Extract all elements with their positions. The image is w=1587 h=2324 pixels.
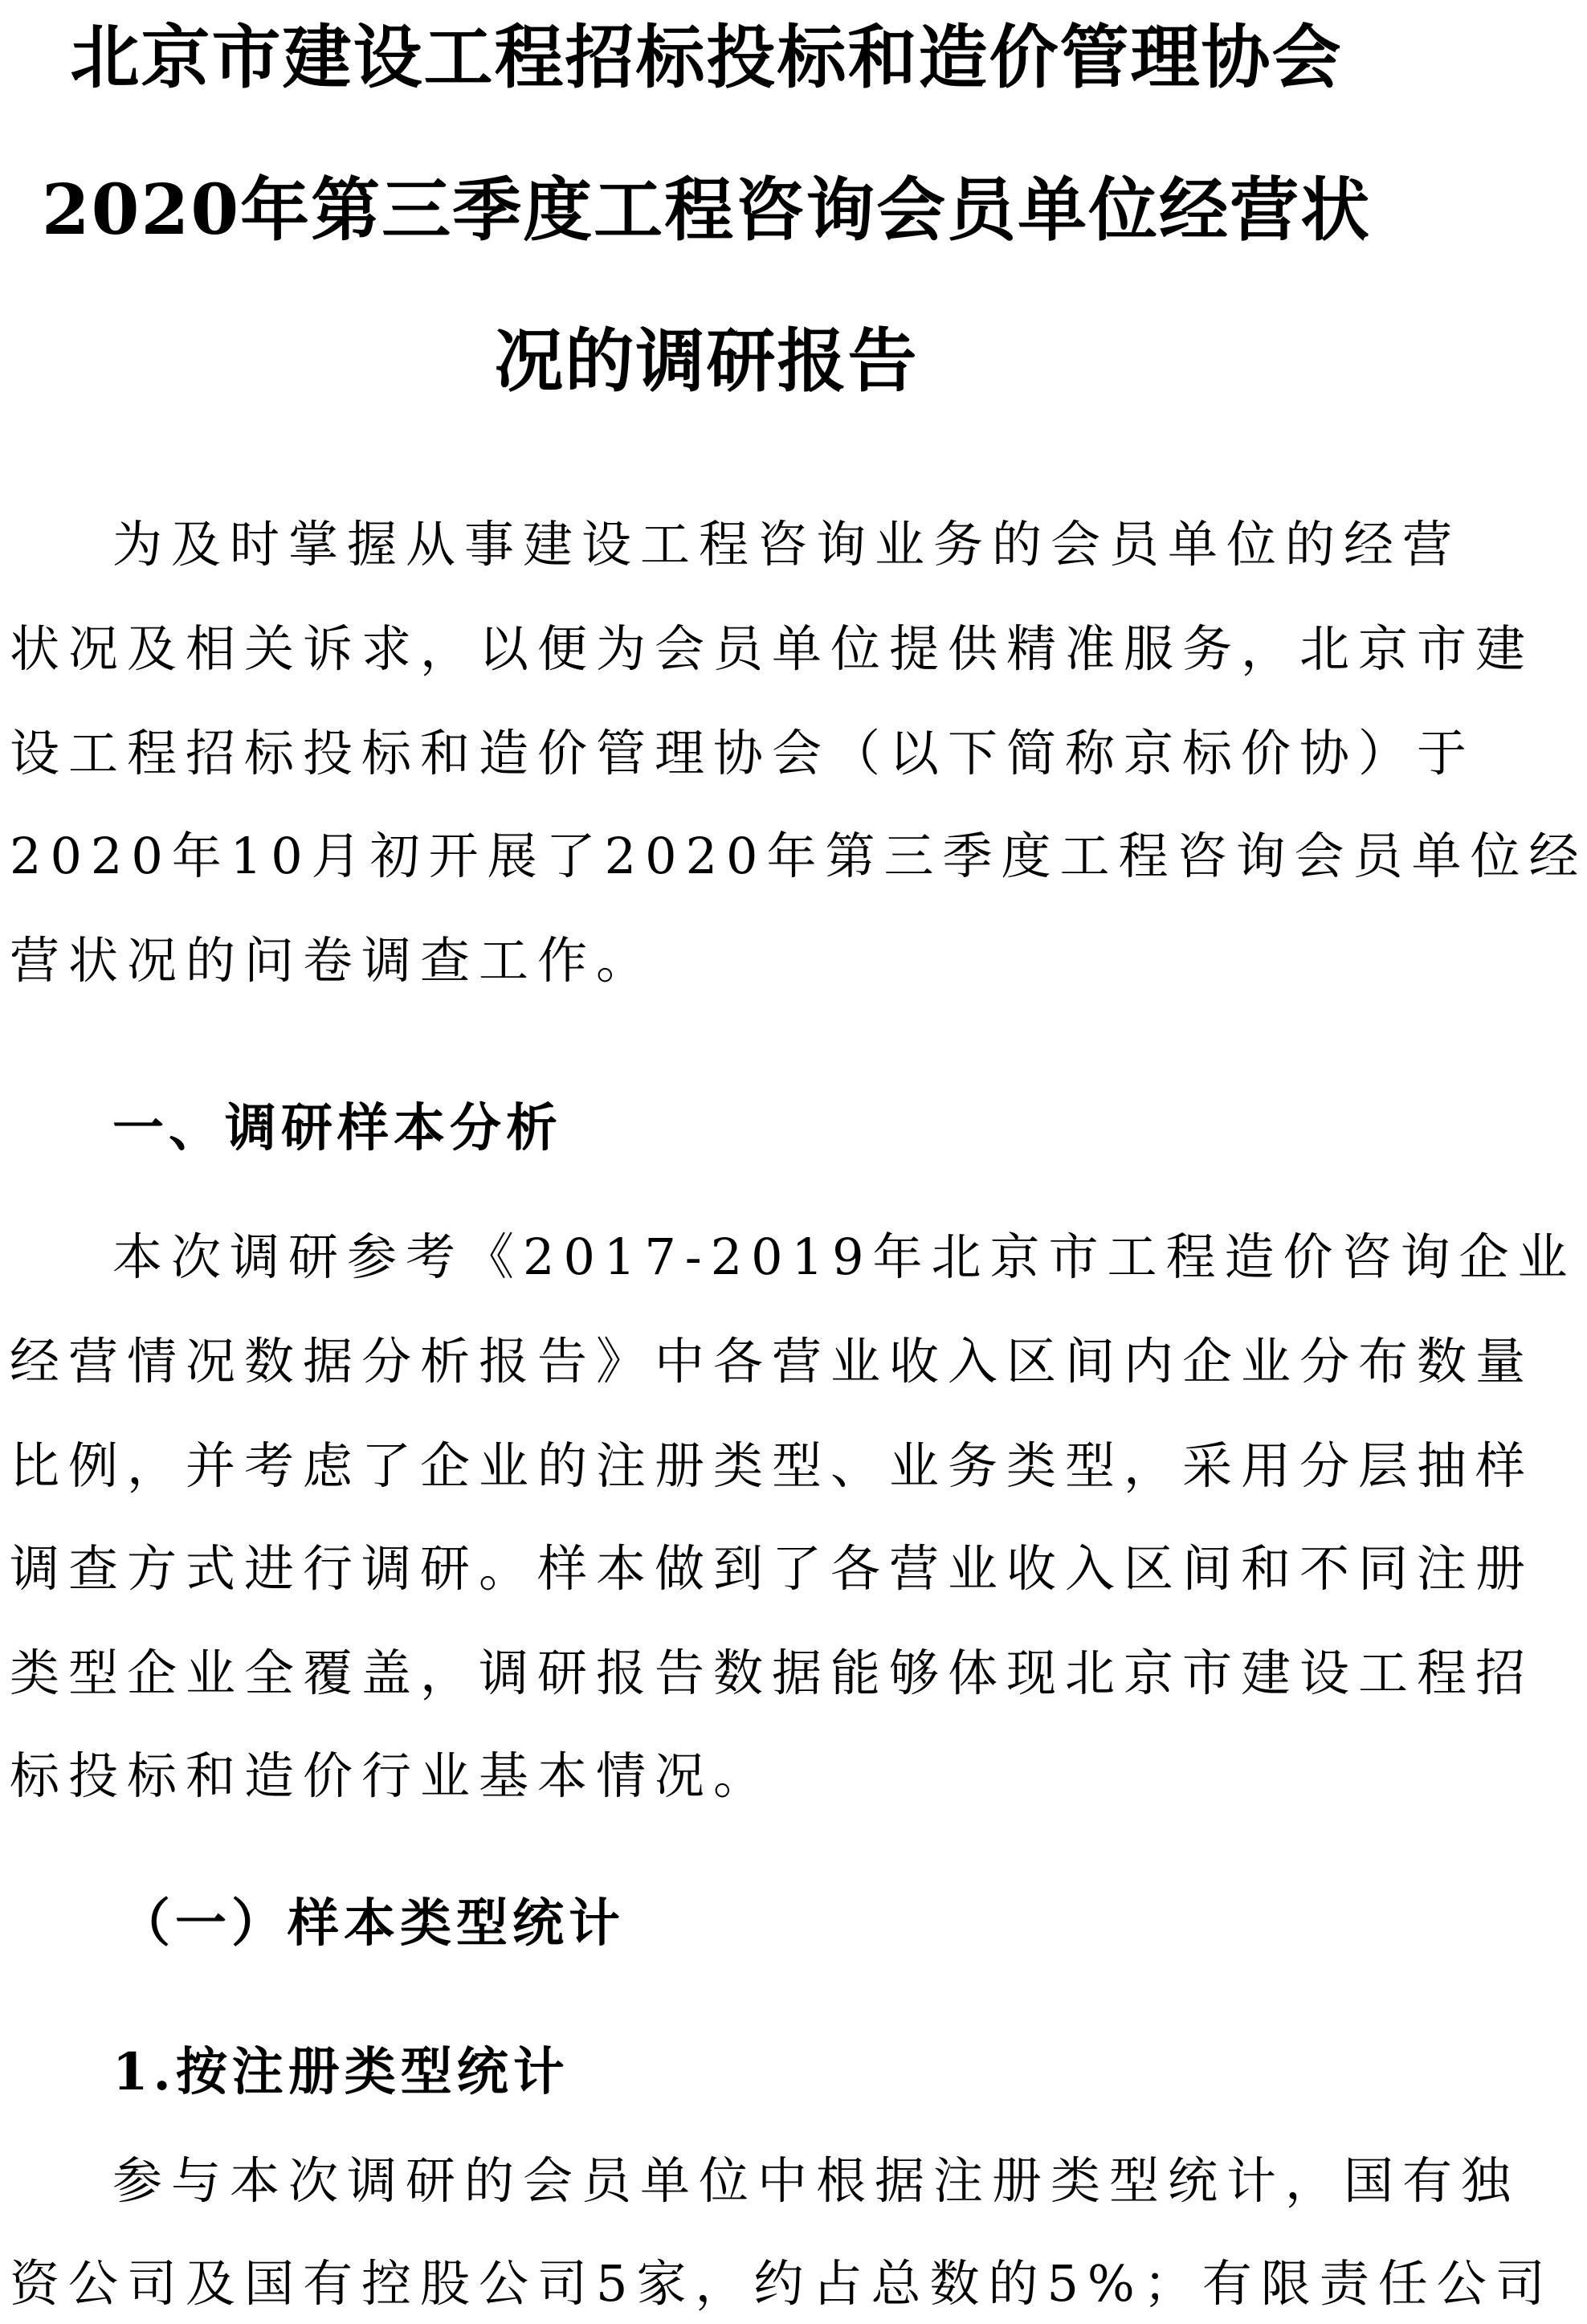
intro-line-3: 设工程招标投标和造价管理协会（以下简称京标价协）于 (10, 724, 1476, 782)
section1-line-6: 标投标和造价行业基本情况。 (10, 1746, 773, 1805)
subsection-heading-1: （一）样本类型统计 (119, 1893, 625, 1954)
title-line-1: 北京市建设工程招标投标和造价管理协会 (70, 17, 1343, 98)
section1-line-2: 经营情况数据分析报告》中各营业收入区间内企业分布数量 (10, 1332, 1535, 1391)
section1-line-4: 调查方式进行调研。样本做到了各营业收入区间和不同注册 (10, 1539, 1535, 1598)
intro-line-4: 2020年10月初开展了2020年第三季度工程咨询会员单位经 (10, 827, 1587, 885)
item1-line-2: 资公司及国有控股公司5家，约占总数的5%；有限责任公司 (10, 2254, 1554, 2313)
intro-line-5: 营状况的问卷调查工作。 (10, 931, 655, 990)
item-heading-1: 1.按注册类型统计 (112, 2042, 569, 2102)
intro-line-1: 为及时掌握从事建设工程咨询业务的会员单位的经营 (112, 515, 1462, 574)
section1-line-1: 本次调研参考《2017-2019年北京市工程造价咨询企业 (112, 1227, 1577, 1286)
title-line-3: 况的调研报告 (494, 321, 919, 402)
title-line-2: 2020年第三季度工程咨询会员单位经营状 (41, 170, 1372, 251)
intro-line-2: 状况及相关诉求，以便为会员单位提供精准服务，北京市建 (10, 619, 1535, 678)
item1-line-1: 参与本次调研的会员单位中根据注册类型统计，国有独 (112, 2151, 1520, 2210)
section1-line-5: 类型企业全覆盖，调研报告数据能够体现北京市建设工程招 (10, 1644, 1535, 1702)
section1-line-3: 比例，并考虑了企业的注册类型、业务类型，采用分层抽样 (10, 1436, 1535, 1495)
section-heading-1: 一、调研样本分析 (112, 1098, 562, 1158)
